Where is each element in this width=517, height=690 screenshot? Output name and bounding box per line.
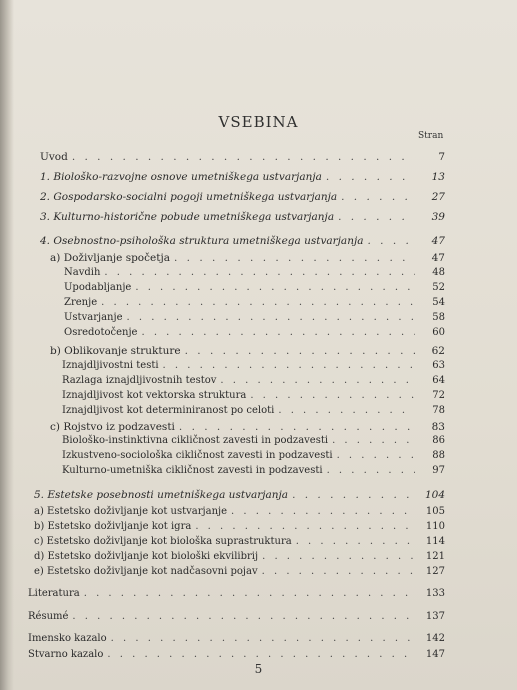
toc-entry-label: Imensko kazalo [28, 633, 107, 644]
toc-leader-dots [141, 326, 415, 340]
toc-leader-dots [179, 420, 415, 434]
toc-leader-dots [127, 311, 416, 325]
toc-entry-label: Upodabljanje [64, 282, 132, 293]
toc-entry-page: 127 [425, 566, 445, 577]
toc-entry-page: 133 [425, 588, 445, 599]
toc-entry-label: 3. Kulturno-historične pobude umetniškega ustvarjanja [40, 211, 335, 223]
toc-entry-page: 58 [432, 312, 445, 323]
toc-leader-dots [296, 535, 415, 549]
toc-entry-label: Izkustveno-sociološka cikličnost zavesti in podzavesti [62, 450, 333, 461]
toc-entry-page: 47 [431, 252, 445, 264]
toc-entry-label: Stvarno kazalo [28, 649, 104, 660]
toc-entry-page: 78 [432, 405, 445, 416]
toc-entry [62, 404, 445, 418]
toc-leader-dots [135, 281, 415, 295]
toc-leader-dots [250, 389, 415, 403]
toc-leader-dots [341, 190, 415, 204]
toc-entry [64, 281, 445, 295]
toc-entry [40, 190, 445, 204]
toc-entry-label: Zrenje [64, 297, 98, 308]
toc-entry-label: 1. Biološko-razvojne osnove umetniškega ustvarjanja [40, 171, 322, 183]
toc-entry-page: 64 [432, 375, 445, 386]
toc-entry-label: a) Estetsko doživljanje kot ustvarjanje [34, 506, 228, 517]
toc-leader-dots [163, 359, 415, 373]
toc-entry-label: c) Estetsko doživljanje kot biološka suprastruktura [34, 536, 292, 547]
toc-entry [28, 648, 445, 662]
toc-leader-dots [220, 374, 415, 388]
toc-leader-dots [326, 170, 415, 184]
toc-leader-dots [262, 565, 415, 579]
toc-entry [50, 344, 445, 358]
toc-entry [62, 434, 445, 448]
toc-entry-page: 48 [432, 267, 445, 278]
toc-entry-page: 97 [432, 465, 445, 476]
toc-leader-dots [84, 587, 415, 601]
toc-entry [34, 565, 445, 579]
toc-entry [62, 359, 445, 373]
toc-leader-dots [262, 550, 415, 564]
toc-leader-dots [367, 234, 415, 248]
page-title: VSEBINA [218, 113, 299, 131]
toc-entry [34, 550, 445, 564]
toc-entry-label: d) Estetsko doživljanje kot biološki ekvilibrij [34, 551, 259, 562]
toc-entry-page: 63 [432, 360, 445, 371]
toc-entry [64, 296, 445, 310]
toc-entry-label: Navdih [64, 267, 101, 278]
toc-leader-dots [111, 632, 415, 646]
toc-entry [62, 449, 445, 463]
toc-leader-dots [101, 296, 415, 310]
toc-entry [62, 389, 445, 403]
toc-entry-page: 88 [432, 450, 445, 461]
toc-entry-label: 4. Osebnostno-psihološka struktura umetniškega ustvarjanja [40, 235, 364, 247]
toc-leader-dots [278, 404, 415, 418]
toc-entry [28, 587, 445, 601]
toc-entry-page: 27 [431, 191, 445, 203]
toc-entry-page: 105 [425, 506, 445, 517]
toc-leader-dots [174, 251, 415, 265]
toc-leader-dots [185, 344, 415, 358]
toc-entry-page: 142 [425, 633, 445, 644]
toc-entry-page: 60 [432, 327, 445, 338]
toc-entry [62, 464, 445, 478]
toc-entry-page: 137 [425, 611, 445, 622]
toc-entry-label: Biološko-instinktivna cikličnost zavesti in podzavesti [62, 435, 329, 446]
toc-entry [64, 266, 445, 280]
toc-entry-page: 62 [431, 345, 445, 357]
toc-entry-label: Razlaga iznajdljivostnih testov [62, 375, 217, 386]
toc-entry-label: Osredotočenje [64, 327, 138, 338]
toc-entry-label: e) Estetsko doživljanje kot nadčasovni pojav [34, 566, 258, 577]
toc-entry-page: 7 [438, 151, 445, 163]
toc-leader-dots [72, 150, 415, 164]
toc-entry-label: Iznajdljivost kot vektorska struktura [62, 390, 247, 401]
toc-entry-page: 104 [424, 489, 445, 501]
toc-leader-dots [195, 520, 415, 534]
toc-entry [64, 311, 445, 325]
toc-entry [40, 150, 445, 164]
toc-entry-label: a) Doživljanje spočetja [50, 252, 170, 264]
toc-entry-page: 39 [431, 211, 445, 223]
toc-entry [40, 170, 445, 184]
toc-leader-dots [338, 210, 415, 224]
toc-entry-page: 47 [431, 235, 445, 247]
toc-leader-dots [337, 449, 415, 463]
toc-entry-page: 114 [425, 536, 445, 547]
toc-entry [40, 234, 445, 248]
toc-entry-page: 13 [431, 171, 445, 183]
toc-entry-label: Uvod [40, 151, 68, 163]
toc-leader-dots [292, 488, 415, 502]
toc-entry-label: c) Rojstvo iz podzavesti [50, 421, 175, 433]
toc-entry [34, 535, 445, 549]
toc-leader-dots [72, 610, 415, 624]
toc-entry-page: 72 [432, 390, 445, 401]
toc-entry-page: 110 [425, 521, 445, 532]
toc-leader-dots [327, 464, 415, 478]
toc-entry-label: Literatura [28, 588, 80, 599]
toc-leader-dots [107, 648, 415, 662]
toc-entry-label: 5. Estetske posebnosti umetniškega ustvarjanja [34, 489, 289, 501]
page-column-header: Stran [418, 131, 444, 141]
toc-entry-label: Iznajdljivost kot determiniranost po celoti [62, 405, 275, 416]
toc-entry [34, 505, 445, 519]
toc-entry [50, 420, 445, 434]
toc-entry-label: b) Oblikovanje strukture [50, 345, 181, 357]
toc-entry [28, 632, 445, 646]
toc-entry [40, 210, 445, 224]
toc-entry [34, 488, 445, 502]
toc-entry [64, 326, 445, 340]
toc-entry-label: 2. Gospodarsko-socialni pogoji umetniškega ustvarjanja [40, 191, 338, 203]
toc-entry-label: b) Estetsko doživljanje kot igra [34, 521, 192, 532]
toc-entry-label: Kulturno-umetniška cikličnost zavesti in podzavesti [62, 465, 323, 476]
toc-leader-dots [332, 434, 415, 448]
toc-entry [28, 610, 445, 624]
toc-leader-dots [231, 505, 415, 519]
toc-entry-label: Ustvarjanje [64, 312, 123, 323]
toc-entry-page: 83 [431, 421, 445, 433]
toc-entry [34, 520, 445, 534]
toc-entry-page: 147 [425, 649, 445, 660]
toc-entry-label: Iznajdljivostni testi [62, 360, 159, 371]
toc-entry-page: 54 [432, 297, 445, 308]
toc-entry-page: 52 [432, 282, 445, 293]
toc-entry-page: 121 [425, 551, 445, 562]
toc-entry [62, 374, 445, 388]
toc-entry-page: 86 [432, 435, 445, 446]
page-number: 5 [254, 662, 263, 676]
toc-leader-dots [104, 266, 415, 280]
toc-entry-label: Résumé [28, 611, 69, 622]
toc-entry [50, 251, 445, 265]
